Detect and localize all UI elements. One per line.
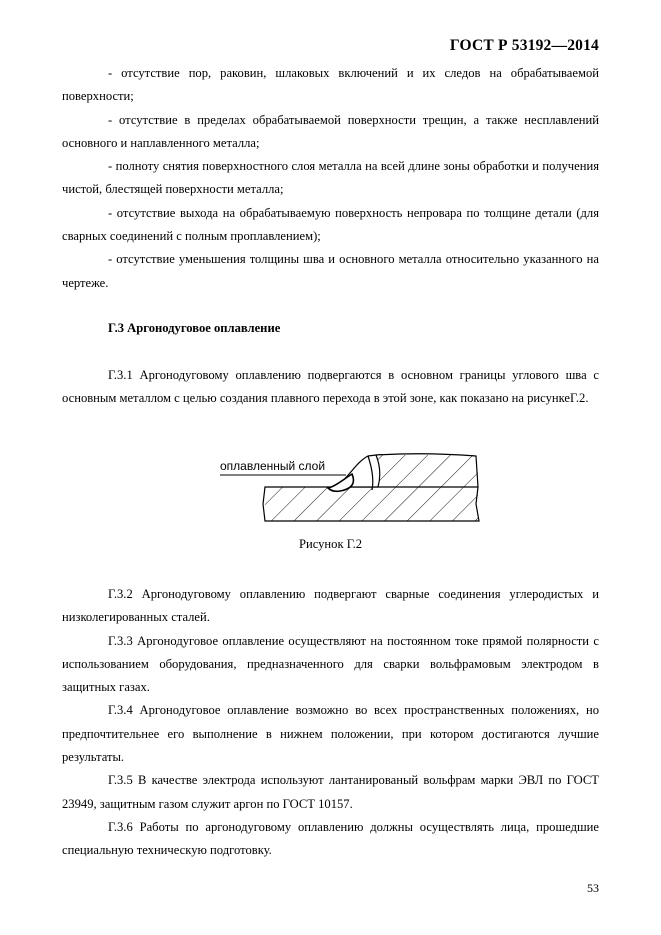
document-number: ГОСТ Р 53192—2014 [449,37,599,54]
base-metal [265,487,478,521]
page-number: 53 [587,881,599,895]
list-item: - отсутствие пор, раковин, шлаковых включений и их следов на обрабатываемой поверхности; [62,66,599,104]
vertical-plate [376,455,478,487]
paragraph-g36: Г.3.6 Работы по аргонодуговому оплавлению должны осуществлять лица, прошедшие специальную техническую подготовку. [62,819,599,858]
paragraph-g35: Г.3.5 В качестве электрода используют лантанированый вольфрам марки ЭВЛ по ГОСТ 23949, защитным газом служит аргон по ГОСТ 10157. [62,773,599,811]
list-item: - отсутствие в пределах обрабатываемой поверхности трещин, а также несплавлений основного и наплавленного металла; [62,112,599,150]
paragraph-g33: Г.3.3 Аргонодуговое оплавление осуществляют на постоянном токе прямой полярности с использованием оборудования, предназначенного для сварки вольфрамовым электродом в защитных газах. [62,633,599,695]
list-item: - полноту снятия поверхностного слоя металла на всей длине зоны обработки и получения чистой, блестящей поверхности металла; [62,159,599,197]
paragraph-g32: Г.3.2 Аргонодуговому оплавлению подвергают сварные соединения углеродистых и низколегированных сталей. [62,587,599,625]
list-item: - отсутствие выхода на обрабатываемую поверхность непровара по толщине детали (для сварных соединений с полным проплавлением); [62,205,599,244]
figure-caption: Рисунок Г.2 [298,537,363,551]
list-item: - отсутствие уменьшения толщины шва и основного металла относительно указанного на чертеже. [62,252,599,290]
paragraph-g34: Г.3.4 Аргонодуговое оплавление возможно во всех пространственных положениях, но предпочтительнее его выполнение в нижнем положении, при котором достигаются лучшие результаты. [62,703,599,765]
section-title: Г.3 Аргонодуговое оплавление [108,321,281,335]
fused-layer-label: оплавленный слой [220,459,326,473]
paragraph-g31: Г.3.1 Аргонодуговому оплавлению подвергаются в основном границы углового шва с основным металлом с целью создания плавного перехода в этой зоне, как показано на рисункеГ.2. [62,368,599,406]
